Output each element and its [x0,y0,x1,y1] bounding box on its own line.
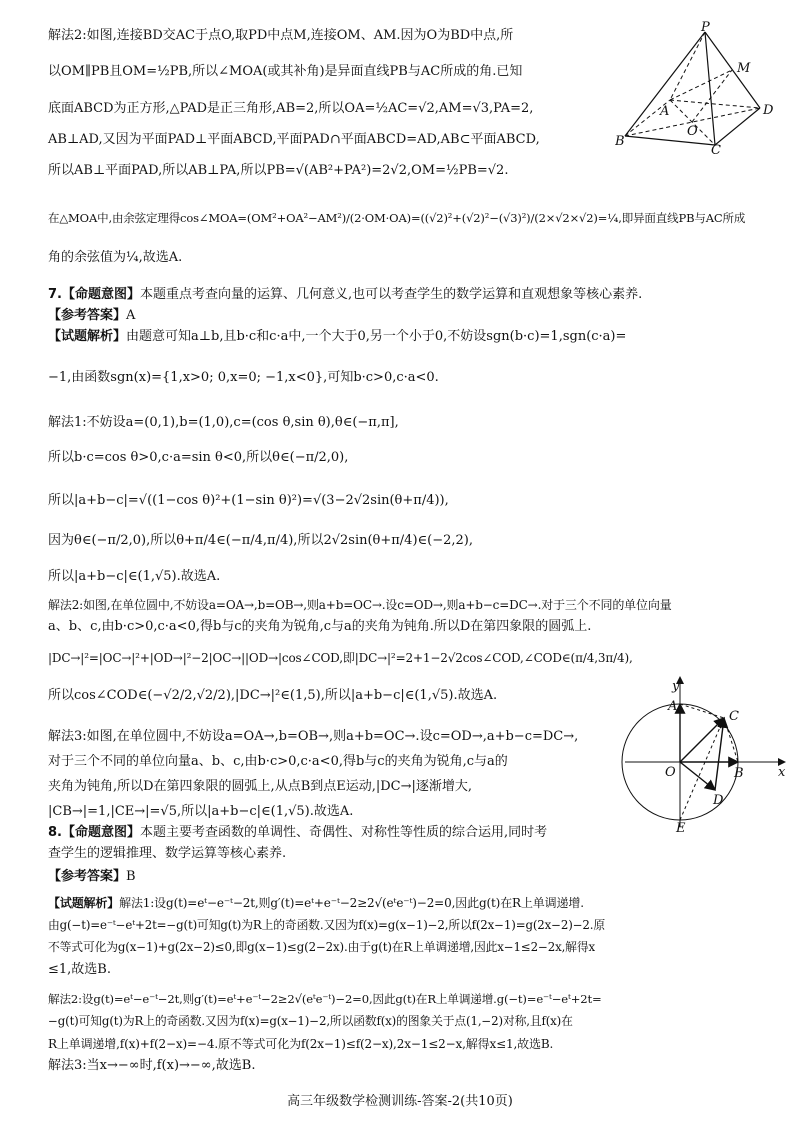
q7-method3-line-2: 对于三个不同的单位向量a、b、c,由b·c>0,c·a<0,得b与c的夹角为锐角,c与a的 [48,754,508,769]
label-D: D [763,103,774,118]
q8-intent-line-2: 查学生的逻辑推理、数学运算等核心素养. [48,846,287,861]
q8-method2-line-2: −g(t)可知g(t)为R上的奇函数.又因为f(x)=g(x−1)−2,所以函数f(x)的图象关于点(1,−2)对称,且f(x)在 [48,1014,573,1028]
unit-circle-figure [620,672,790,832]
label-O: O [687,124,698,139]
label-x: x [778,765,786,780]
vector-OC [680,718,724,762]
q8-method1-line-4: ≤1,故选B. [48,962,111,977]
label-B: B [734,766,744,781]
q8-method2-line-1: 解法2:设g(t)=eᵗ−e⁻ᵗ−2t,则g′(t)=eᵗ+e⁻ᵗ−2≥2√(eᵗe⁻ᵗ)−2=0,因此g(t)在R上单调递增.g(−t)=e⁻ᵗ−eᵗ+2t= [48,992,602,1006]
label-E: E [676,821,686,832]
label-M: M [737,61,751,76]
edge-BC [625,136,715,145]
label-P: P [701,20,710,35]
label-C: C [729,709,739,724]
q7-method3-line-4: |CB→|=1,|CE→|=√5,所以|a+b−c|∈(1,√5).故选A. [48,804,354,819]
q8-method1-text-1: 解法1:设g(t)=eᵗ−e⁻ᵗ−2t,则g′(t)=eᵗ+e⁻ᵗ−2≥2√(eᵗe⁻ᵗ)−2=0,因此g(t)在R上单调递增. [119,896,584,910]
q8-analysis-tag: 【试题解析】 [48,896,120,910]
q8-method1-line-2: 由g(−t)=e⁻ᵗ−eᵗ+2t=−g(t)可知g(t)为R上的奇函数.又因为f(x)=g(x−1)−2,所以f(2x−1)=g(2x−2)−2.原 [48,918,606,932]
q8-intent-tag: 8.【命题意图】 [48,825,140,840]
q7-intent: 本题重点考查向量的运算、几何意义,也可以考查学生的数学运算和直观想象等核心素养. [139,287,643,302]
label-A: A [660,104,670,119]
q7-intent-line [48,287,642,303]
q7-method2-line-1: 解法2:如图,在单位圆中,不妨设a=OA→,b=OB→,则a+b=OC→.设c=OD→,则a+b−c=DC→.对于三个不同的单位向量 [48,598,672,612]
pyramid-figure [615,20,780,155]
p6-line-1: 解法2:如图,连接BD交AC于点O,取PD中点M,连接OM、AM.因为O为BD中点,所 [48,28,514,43]
seg-AM [670,70,732,100]
p6-line-2: 以OM∥PB且OM=½PB,所以∠MOA(或其补角)是异面直线PB与AC所成的角.已知 [48,64,523,79]
q7-method1-line-1: 解法1:不妨设a=(0,1),b=(1,0),c=(cos θ,sin θ),θ∈(−π,π], [48,415,399,430]
q8-method2-line-3: R上单调递增,f(x)+f(2−x)=−4.原不等式可化为f(2x−1)≤f(2−x),2x−1≤2−x,解得x≤1,故选B. [48,1037,554,1051]
edge-PD [705,32,760,108]
q8-method3-line-1: 解法3:当x→−∞时,f(x)→−∞,故选B. [48,1058,256,1073]
q8-answer: B [126,869,136,884]
page-footer: 高三年级数学检测训练-答案-2(共10页) [287,1094,513,1109]
label-O: O [665,765,676,780]
q8-intent-1: 本题主要考查函数的单调性、奇偶性、对称性等性质的综合运用,同时考 [139,825,548,840]
q7-method2-line-4: 所以cos∠COD∈(−√2/2,√2/2),|DC→|²∈(1,5),所以|a+b−c|∈(1,√5).故选A. [48,688,498,703]
edge-PC [705,32,715,145]
q7-answer-tag: 【参考答案】 [48,308,127,323]
q8-answer-tag: 【参考答案】 [48,869,127,884]
q7-analysis-tag: 【试题解析】 [48,329,127,344]
vector-DC [715,718,724,790]
q7-method2-line-2: a、b、c,由b·c>0,c·a<0,得b与c的夹角为锐角,c与a的夹角为钝角.所以D在第四象限的圆弧上. [48,619,592,634]
dash-AC [680,704,724,718]
q8-method1-line-1 [48,895,584,911]
label-C: C [711,143,721,155]
q8-intent-line-1 [48,825,547,841]
edge-PA [670,32,705,100]
edge-CD [715,108,760,145]
vector-OD [680,762,715,790]
q7-intent-tag: 7.【命题意图】 [48,287,140,302]
p6-line-4: AB⊥AD,又因为平面PAD⊥平面ABCD,平面PAD∩平面ABCD=AD,AB⊂平面ABCD, [48,132,540,147]
q7-method1-line-2: 所以b·c=cos θ>0,c·a=sin θ<0,所以θ∈(−π/2,0), [48,450,349,465]
q7-method2-line-3: |DC→|²=|OC→|²+|OD→|²−2|OC→||OD→|cos∠COD,即|DC→|²=2+1−2√2cos∠COD,∠COD∈(π/4,3π/4), [48,651,633,665]
q7-method3-line-3: 夹角为钝角,所以D在第四象限的圆弧上,从点B到点E运动,|DC→|逐渐增大, [48,779,473,794]
q7-method3-line-1: 解法3:如图,在单位圆中,不妨设a=OA→,b=OB→,则a+b=OC→.设c=OD→,a+b−c=DC→, [48,729,579,744]
dash-CB [724,718,738,762]
q8-method1-line-3: 不等式可化为g(x−1)+g(2x−2)≤0,即g(x−1)≤g(2−2x).由于g(t)在R上单调递增,因此x−1≤2−2x,解得x [48,940,595,954]
p6-line-3: 底面ABCD为正方形,△PAD是正三角形,AB=2,所以OA=½AC=√2,AM=√3,PA=2, [48,101,534,116]
label-D: D [713,793,724,808]
q7-analysis-line-2: −1,由函数sgn(x)={1,x>0; 0,x=0; −1,x<0},可知b·c>0,c·a<0. [48,370,439,385]
p6-line-5: 所以AB⊥平面PAD,所以AB⊥PA,所以PB=√(AB²+PA²)=2√2,OM=½PB=√2. [48,163,509,178]
q7-method1-line-4: 因为θ∈(−π/2,0),所以θ+π/4∈(−π/4,π/4),所以2√2sin(θ+π/4)∈(−2,2), [48,533,473,548]
p6-line-6: 在△MOA中,由余弦定理得cos∠MOA=(OM²+OA²−AM²)/(2·OM·OA)=((√2)²+(√2)²−(√3)²)/(2×√2×√2)=¼,即异面直线PB与AC所成 [48,211,746,225]
edge-AD [670,100,760,108]
q7-answer: A [126,308,136,323]
q7-method1-line-5: 所以|a+b−c|∈(1,√5).故选A. [48,569,221,584]
q7-analysis-line-1 [48,329,626,345]
q7-method1-line-3: 所以|a+b−c|=√((1−cos θ)²+(1−sin θ)²)=√(3−2√2sin(θ+π/4)), [48,493,449,508]
p6-line-7: 角的余弦值为¼,故选A. [48,250,183,265]
q8-answer-line [48,869,136,885]
label-y: y [672,679,680,694]
q7-analysis-text-1: 由题意可知a⊥b,且b·c和c·a中,一个大于0,另一个小于0,不妨设sgn(b·c)=1,sgn(c·a)= [126,329,627,344]
label-B: B [615,134,625,149]
label-A: A [668,699,678,714]
q7-answer-line [48,308,135,324]
